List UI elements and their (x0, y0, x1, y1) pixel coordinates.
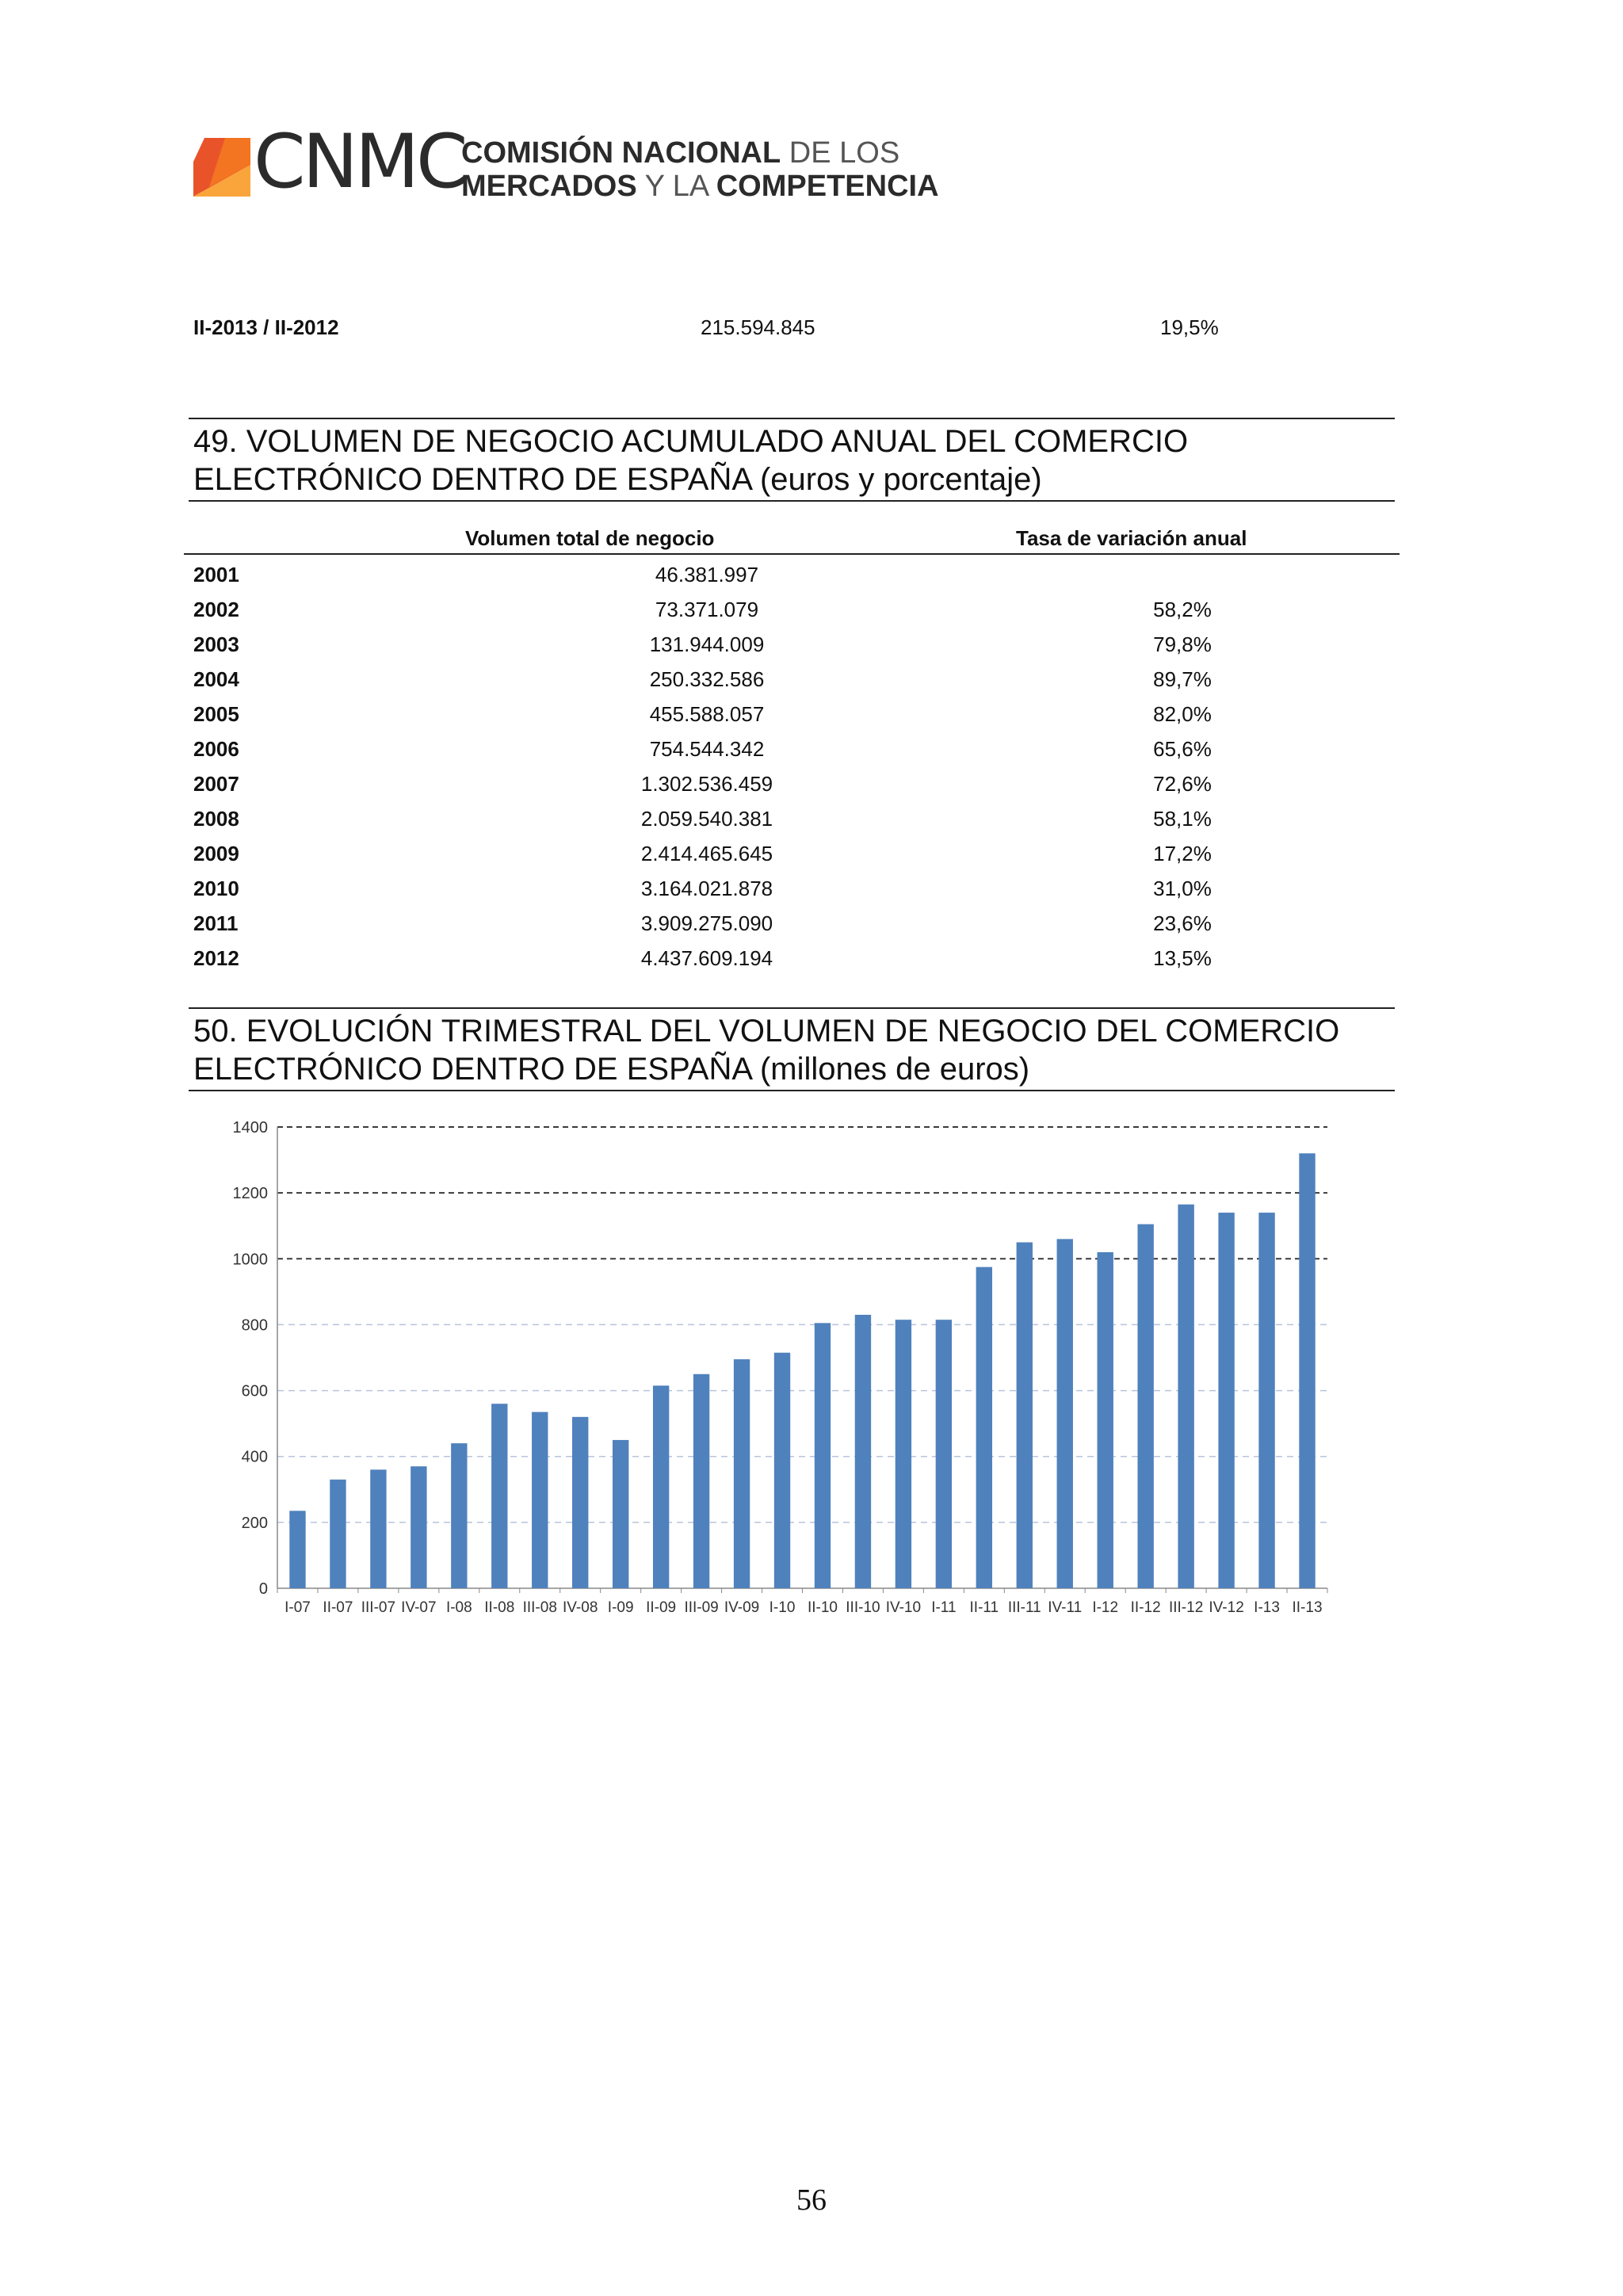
x-tick-label: IV-11 (1048, 1599, 1083, 1616)
section-49-title-line1: 49. VOLUMEN DE NEGOCIO ACUMULADO ANUAL DEL COMERCIO (193, 424, 1189, 459)
x-tick-label: II-12 (1130, 1599, 1161, 1616)
logo-abbreviation: CNMC (254, 119, 465, 205)
row-volume: 3.909.275.090 (640, 911, 773, 935)
annual-volume-table (184, 523, 1400, 973)
section-50-title-line2: ELECTRÓNICO DENTRO DE ESPAÑA (millones de euros) (193, 1052, 1030, 1087)
page-number: 56 (796, 2183, 827, 2217)
x-tick-label: IV-09 (724, 1599, 760, 1616)
logo-line2-bold: MERCADOS (461, 170, 637, 203)
y-tick-label: 600 (241, 1382, 268, 1400)
x-tick-label: III-11 (1007, 1599, 1041, 1616)
logo-line2-bold2: COMPETENCIA (716, 170, 939, 203)
row-rate: 23,6% (1153, 911, 1212, 935)
y-tick-label: 1200 (232, 1185, 268, 1203)
chart-bar (855, 1315, 871, 1588)
x-tick-label: II-09 (646, 1599, 677, 1616)
row-volume: 131.944.009 (649, 632, 765, 656)
x-tick-label: I-10 (769, 1599, 796, 1616)
logo-line1-bold: COMISIÓN NACIONAL (461, 136, 781, 170)
row-volume: 455.588.057 (649, 702, 765, 726)
table-body (184, 555, 1400, 973)
table-row (184, 764, 1400, 799)
chart-bar (815, 1323, 831, 1588)
chart-bar (451, 1443, 467, 1588)
row-year: 2001 (193, 563, 239, 586)
chart-bar (1098, 1252, 1113, 1588)
row-volume: 1.302.536.459 (640, 772, 773, 796)
chart-bar (532, 1412, 548, 1588)
x-tick-label: I-11 (931, 1599, 957, 1616)
comparison-row (193, 315, 1398, 344)
table-row (184, 659, 1400, 694)
x-tick-label: III-07 (361, 1599, 396, 1616)
row-year: 2009 (193, 842, 239, 865)
row-volume: 2.059.540.381 (640, 807, 773, 831)
row-rate: 82,0% (1153, 702, 1212, 726)
chart-bar (1258, 1213, 1274, 1588)
row-rate: 17,2% (1153, 842, 1212, 865)
logo-full-name (461, 136, 939, 203)
table-row (184, 729, 1400, 764)
table-row (184, 938, 1400, 973)
comparison-rate: 19,5% (1160, 315, 1219, 339)
row-volume: 46.381.997 (655, 563, 759, 586)
x-tick-label: III-08 (522, 1599, 557, 1616)
chart-bar (572, 1417, 588, 1588)
table-row (184, 625, 1400, 659)
chart-bar (1178, 1205, 1193, 1588)
chart-bar (1017, 1243, 1033, 1589)
x-tick-label: II-13 (1292, 1599, 1323, 1616)
comparison-volume: 215.594.845 (701, 315, 815, 339)
x-tick-label: II-08 (484, 1599, 515, 1616)
chart-bar (896, 1320, 911, 1588)
table-row (184, 799, 1400, 834)
row-rate: 58,1% (1153, 807, 1212, 831)
row-rate: 31,0% (1153, 877, 1212, 900)
row-volume: 4.437.609.194 (640, 946, 773, 970)
chart-svg (214, 1110, 1339, 1625)
quarterly-volume-chart (214, 1110, 1339, 1625)
chart-bar (734, 1359, 750, 1588)
chart-bar (693, 1374, 709, 1588)
chart-bar (1057, 1239, 1073, 1588)
row-year: 2011 (193, 911, 239, 935)
table-row (184, 904, 1400, 938)
x-tick-label: IV-08 (563, 1599, 598, 1616)
section-50-title (189, 1007, 1395, 1091)
x-tick-label: III-10 (846, 1599, 880, 1616)
chart-bar (774, 1353, 790, 1588)
row-year: 2004 (193, 667, 239, 691)
y-tick-label: 1000 (232, 1251, 268, 1269)
x-tick-label: II-10 (807, 1599, 838, 1616)
row-year: 2002 (193, 598, 239, 621)
row-year: 2008 (193, 807, 239, 831)
row-year: 2005 (193, 702, 239, 726)
table-row (184, 590, 1400, 625)
x-tick-label: I-13 (1254, 1599, 1280, 1616)
row-volume: 250.332.586 (649, 667, 765, 691)
table-row (184, 694, 1400, 729)
chart-bar (613, 1440, 628, 1588)
x-tick-label: II-07 (323, 1599, 353, 1616)
chart-bar (653, 1385, 669, 1588)
comparison-period: II-2013 / II-2012 (193, 315, 339, 339)
row-year: 2012 (193, 946, 239, 970)
logo-line1-light: DE LOS (789, 136, 900, 170)
row-rate: 89,7% (1153, 667, 1212, 691)
x-tick-label: I-08 (445, 1599, 472, 1616)
chart-bar (370, 1469, 386, 1588)
row-year: 2007 (193, 772, 239, 796)
chart-bar (1218, 1213, 1234, 1588)
row-year: 2003 (193, 632, 239, 656)
chart-bar (330, 1480, 346, 1588)
chart-bar (411, 1466, 426, 1588)
row-rate: 65,6% (1153, 737, 1212, 761)
x-tick-label: I-09 (607, 1599, 634, 1616)
x-tick-label: IV-10 (885, 1599, 922, 1616)
row-year: 2010 (193, 877, 239, 900)
y-tick-label: 800 (241, 1316, 268, 1335)
y-tick-label: 0 (258, 1580, 268, 1598)
row-rate: 58,2% (1153, 598, 1212, 621)
chart-bar (289, 1511, 305, 1588)
table-row (184, 555, 1400, 590)
table-header (184, 523, 1400, 555)
y-tick-label: 1400 (232, 1119, 268, 1137)
column-header-rate: Tasa de variación anual (1016, 526, 1247, 550)
chart-bar (1299, 1153, 1315, 1588)
table-row (184, 869, 1400, 904)
row-volume: 2.414.465.645 (640, 842, 773, 865)
x-tick-label: III-09 (684, 1599, 719, 1616)
row-volume: 754.544.342 (649, 737, 765, 761)
x-tick-label: II-11 (969, 1599, 999, 1616)
chart-bar (1137, 1224, 1153, 1588)
logo-line2-light: Y LA (644, 170, 708, 203)
row-volume: 73.371.079 (655, 598, 759, 621)
table-row (184, 834, 1400, 869)
column-header-volume: Volumen total de negocio (465, 526, 715, 550)
x-tick-label: III-12 (1168, 1599, 1204, 1616)
x-tick-label: I-12 (1092, 1599, 1119, 1616)
row-year: 2006 (193, 737, 239, 761)
x-tick-label: I-07 (285, 1599, 311, 1616)
chart-bar (976, 1267, 992, 1588)
row-volume: 3.164.021.878 (640, 877, 773, 900)
section-49-title-line2: ELECTRÓNICO DENTRO DE ESPAÑA (euros y porcentaje) (193, 462, 1042, 497)
row-rate: 79,8% (1153, 632, 1212, 656)
chart-bar (491, 1404, 507, 1588)
cnmc-logo-mark-icon (193, 138, 250, 197)
chart-bar (936, 1320, 952, 1588)
y-tick-label: 200 (241, 1514, 268, 1532)
x-tick-label: IV-12 (1209, 1599, 1244, 1616)
section-49-title (189, 418, 1395, 502)
row-rate: 72,6% (1153, 772, 1212, 796)
y-tick-label: 400 (241, 1448, 268, 1466)
x-tick-label: IV-07 (401, 1599, 437, 1616)
section-50-title-line1: 50. EVOLUCIÓN TRIMESTRAL DEL VOLUMEN DE NEGOCIO DEL COMERCIO (193, 1014, 1340, 1049)
row-rate: 13,5% (1153, 946, 1212, 970)
